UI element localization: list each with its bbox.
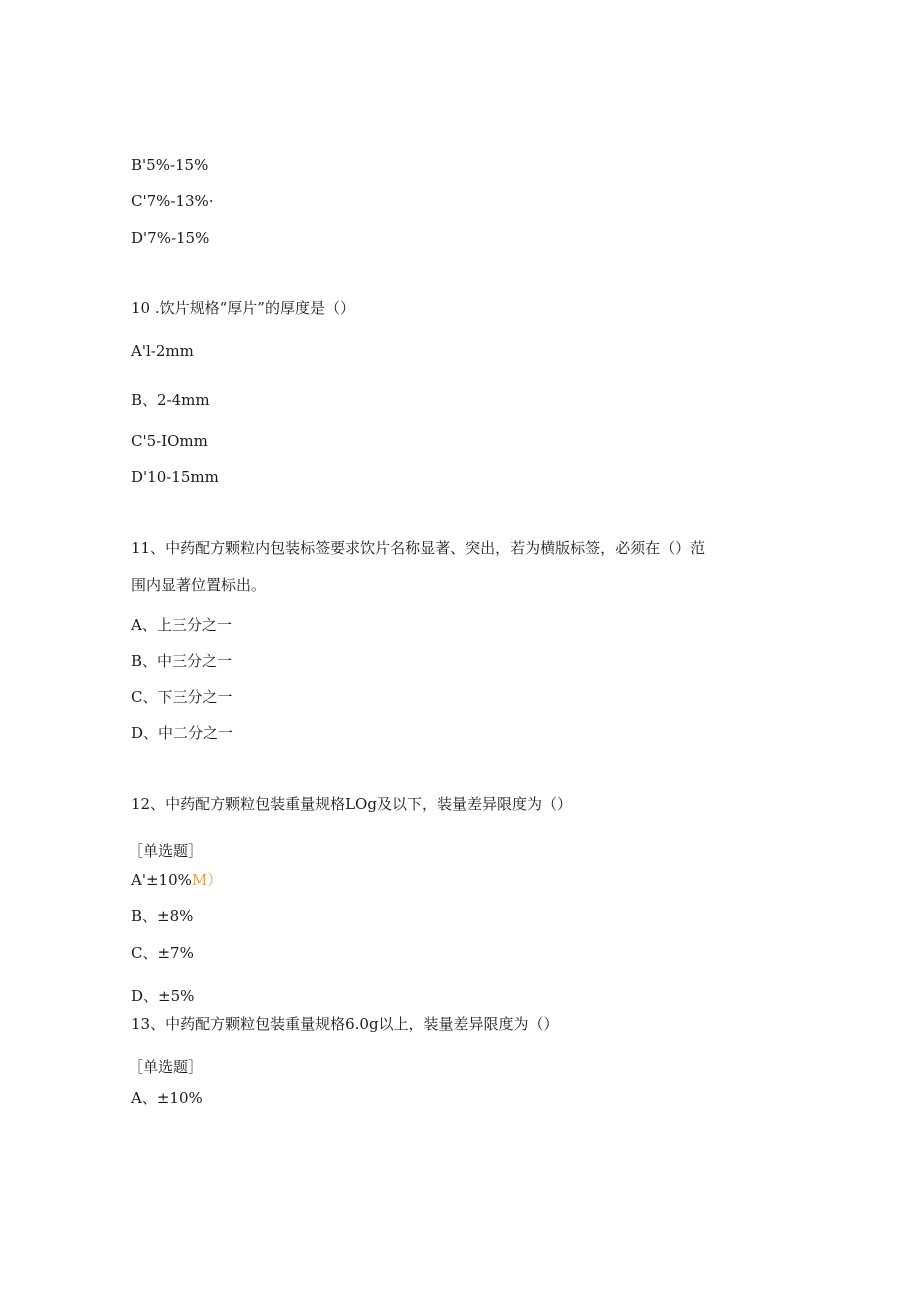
q10-option-c: C'5-IOmm (131, 432, 208, 450)
q13-option-a: A、±10% (131, 1089, 203, 1107)
q13-question: 13、中药配方颗粒包装重量规格6.0g以上，装量差异限度为（） (131, 1015, 559, 1033)
q10-question: 10 .饮片规格“厚片”的厚度是（） (131, 299, 355, 317)
q12-answer-mark: M） (191, 871, 223, 889)
q9-option-d: D'7%-15% (131, 229, 210, 247)
q11-option-c: C、下三分之一 (131, 688, 233, 706)
q12-type-tag: ［单选题］ (128, 842, 204, 860)
q12-option-d: D、±5% (131, 987, 195, 1005)
q10-option-a: A'l-2mm (131, 342, 194, 360)
q13-type-tag: ［单选题］ (128, 1058, 204, 1076)
q10-option-d: D'10-15mm (131, 468, 219, 486)
q11-question-line1: 11、中药配方颗粒内包装标签要求饮片名称显著、突出，若为横版标签，必须在（）范 (131, 539, 706, 557)
q12-option-a (131, 870, 222, 890)
q12-question: 12、中药配方颗粒包装重量规格LOg及以下，装量差异限度为（） (131, 795, 572, 813)
q9-option-c: C'7%-13%· (131, 192, 214, 210)
q11-option-b: B、中三分之一 (131, 652, 233, 670)
q10-option-b: B、2-4mm (131, 391, 210, 409)
q12-option-c: C、±7% (131, 944, 194, 962)
q12-option-a-text: A'±10% (131, 871, 192, 889)
q12-option-b: B、±8% (131, 907, 194, 925)
q11-option-d: D、中二分之一 (131, 724, 234, 742)
q11-option-a: A、上三分之一 (131, 616, 232, 634)
q11-question-line2: 围内显著位置标出。 (131, 576, 267, 594)
q9-option-b: B'5%-15% (131, 156, 209, 174)
